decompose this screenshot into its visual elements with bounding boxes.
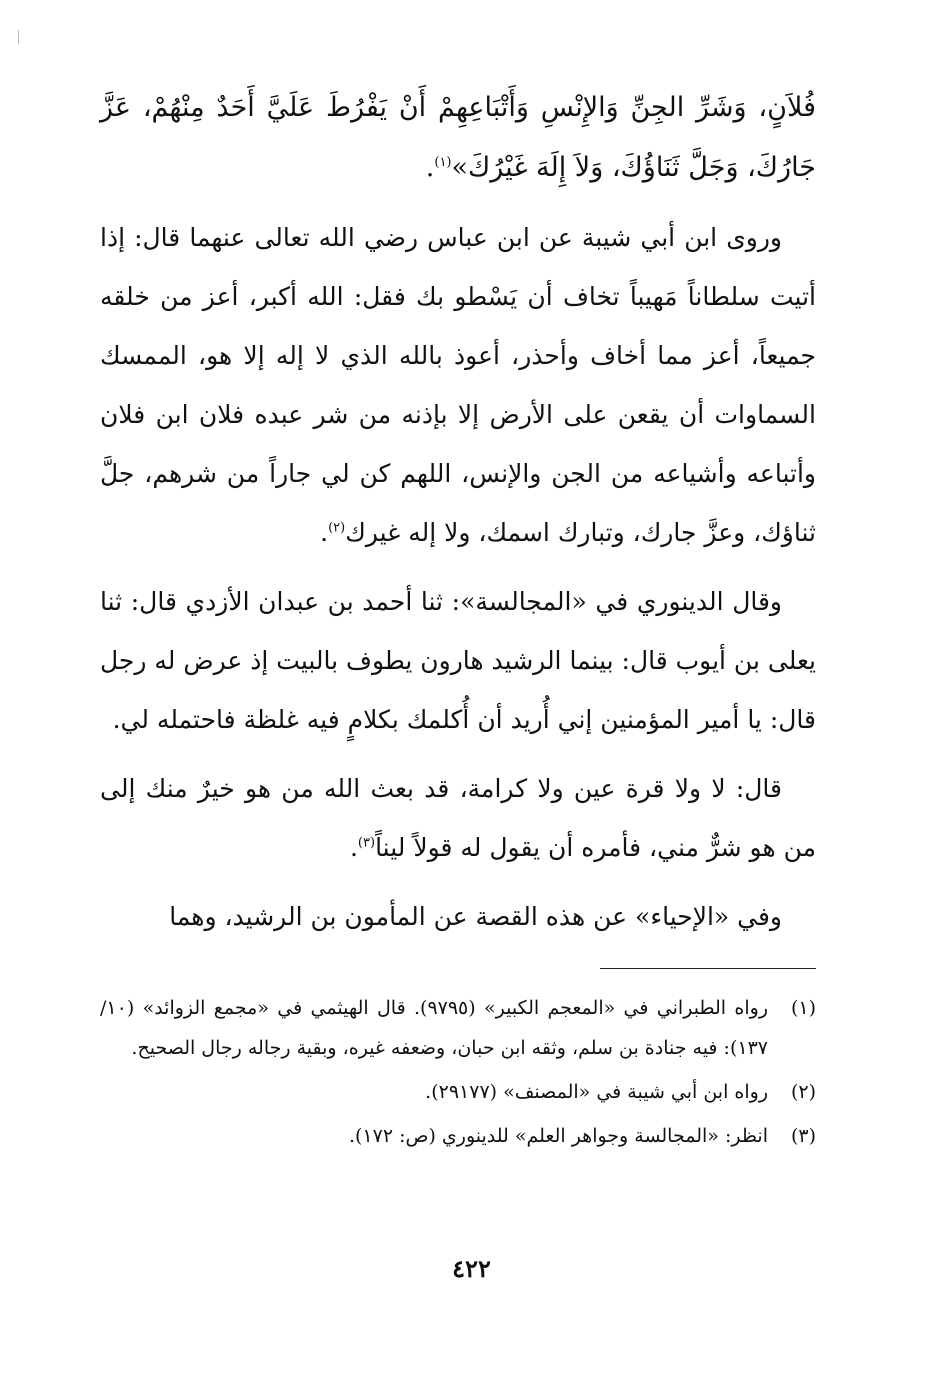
footnote-1 xyxy=(100,988,816,1068)
main-text xyxy=(100,78,816,956)
footnote-3-number: (٣) xyxy=(790,1125,816,1147)
paragraph-3-text: وقال الدينوري في «المجالسة»: ثنا أحمد بن عبدان الأزدي قال: ثنا يعلى بن أيوب قال: بينما الرشيد هارون يطوف بالبيت إذ عرض له رجل قال: يا أمير المؤمنين إني أُريد أن أُكلمك بكلامٍ فيه غلظة فاحتمله لي. xyxy=(99,587,816,734)
footnotes xyxy=(100,988,816,1160)
paragraph-3 xyxy=(100,572,816,749)
footnote-2-text: رواه ابن أبي شيبة في «المصنف» (٢٩١٧٧). xyxy=(425,1081,768,1103)
footnote-2 xyxy=(100,1072,816,1112)
footnote-ref-2: (٢) xyxy=(328,520,346,536)
footnote-3-text: انظر: «المجالسة وجواهر العلم» للدينوري (ص: ١٧٢). xyxy=(348,1125,768,1147)
page-number: ٤٢٢ xyxy=(452,1254,491,1283)
paragraph-2-text: وروى ابن أبي شيبة عن ابن عباس رضي الله تعالى عنهما قال: إذا أتيت سلطاناً مَهيباً تخاف أن يَسْطو بك فقل: الله أكبر، أعز من خلقه جميعاً، أعز مما أخاف وأحذر، أعوذ بالله الذي لا إله إلا هو، الممسك السماوات أن يقعن على الأرض إلا بإذنه من شر عبده فلان ابن فلان وأتباعه وأشياعه من الجن والإنس، اللهم كن لي جاراً من شرهم، جلَّ ثناؤك، وعزَّ جارك، وتبارك اسمك، ولا إله غيرك xyxy=(100,223,816,547)
footnote-1-text: رواه الطبراني في «المعجم الكبير» (٩٧٩٥). قال الهيثمي في «مجمع الزوائد» (١٠/ ١٣٧): فيه جنادة بن سلم، وثقه ابن حبان، وضعفه غيره، وبقية رجاله رجال الصحيح. xyxy=(100,997,768,1059)
footnote-2-number: (٢) xyxy=(790,1081,816,1103)
footnote-ref-3: (٣) xyxy=(357,835,376,851)
footnote-3 xyxy=(100,1116,816,1156)
paragraph-2 xyxy=(100,208,816,562)
footnote-separator xyxy=(600,968,816,969)
paragraph-1-tail: . xyxy=(425,152,435,183)
paragraph-4-text: قال: لا ولا قرة عين ولا كرامة، قد بعث الله من هو خيرٌ منك إلى من هو شرٌّ مني، فأمره أن يقول له قولاً ليناً xyxy=(100,774,816,862)
paragraph-5 xyxy=(100,887,816,946)
paragraph-2-tail: . xyxy=(320,518,329,547)
margin-mark xyxy=(18,30,19,44)
footnote-ref-1: (١) xyxy=(434,155,452,170)
paragraph-5-text: وفي «الإحياء» عن هذه القصة عن المأمون بن الرشيد، وهما xyxy=(169,902,782,931)
footnote-1-number: (١) xyxy=(790,997,816,1019)
paragraph-4 xyxy=(100,759,816,877)
paragraph-4-tail: . xyxy=(349,833,358,862)
paragraph-1 xyxy=(100,78,816,198)
paragraph-1-text: فُلاَنٍ، وَشَرِّ الجِنِّ وَالإِنْسِ وَأَتْبَاعِهِمْ أَنْ يَفْرُطَ عَلَيَّ أَحَدٌ مِنْهُمْ، عَزَّ جَارُكَ، وَجَلَّ ثَنَاؤُكَ، وَلاَ إِلَهَ غَيْرُكَ» xyxy=(100,92,816,183)
